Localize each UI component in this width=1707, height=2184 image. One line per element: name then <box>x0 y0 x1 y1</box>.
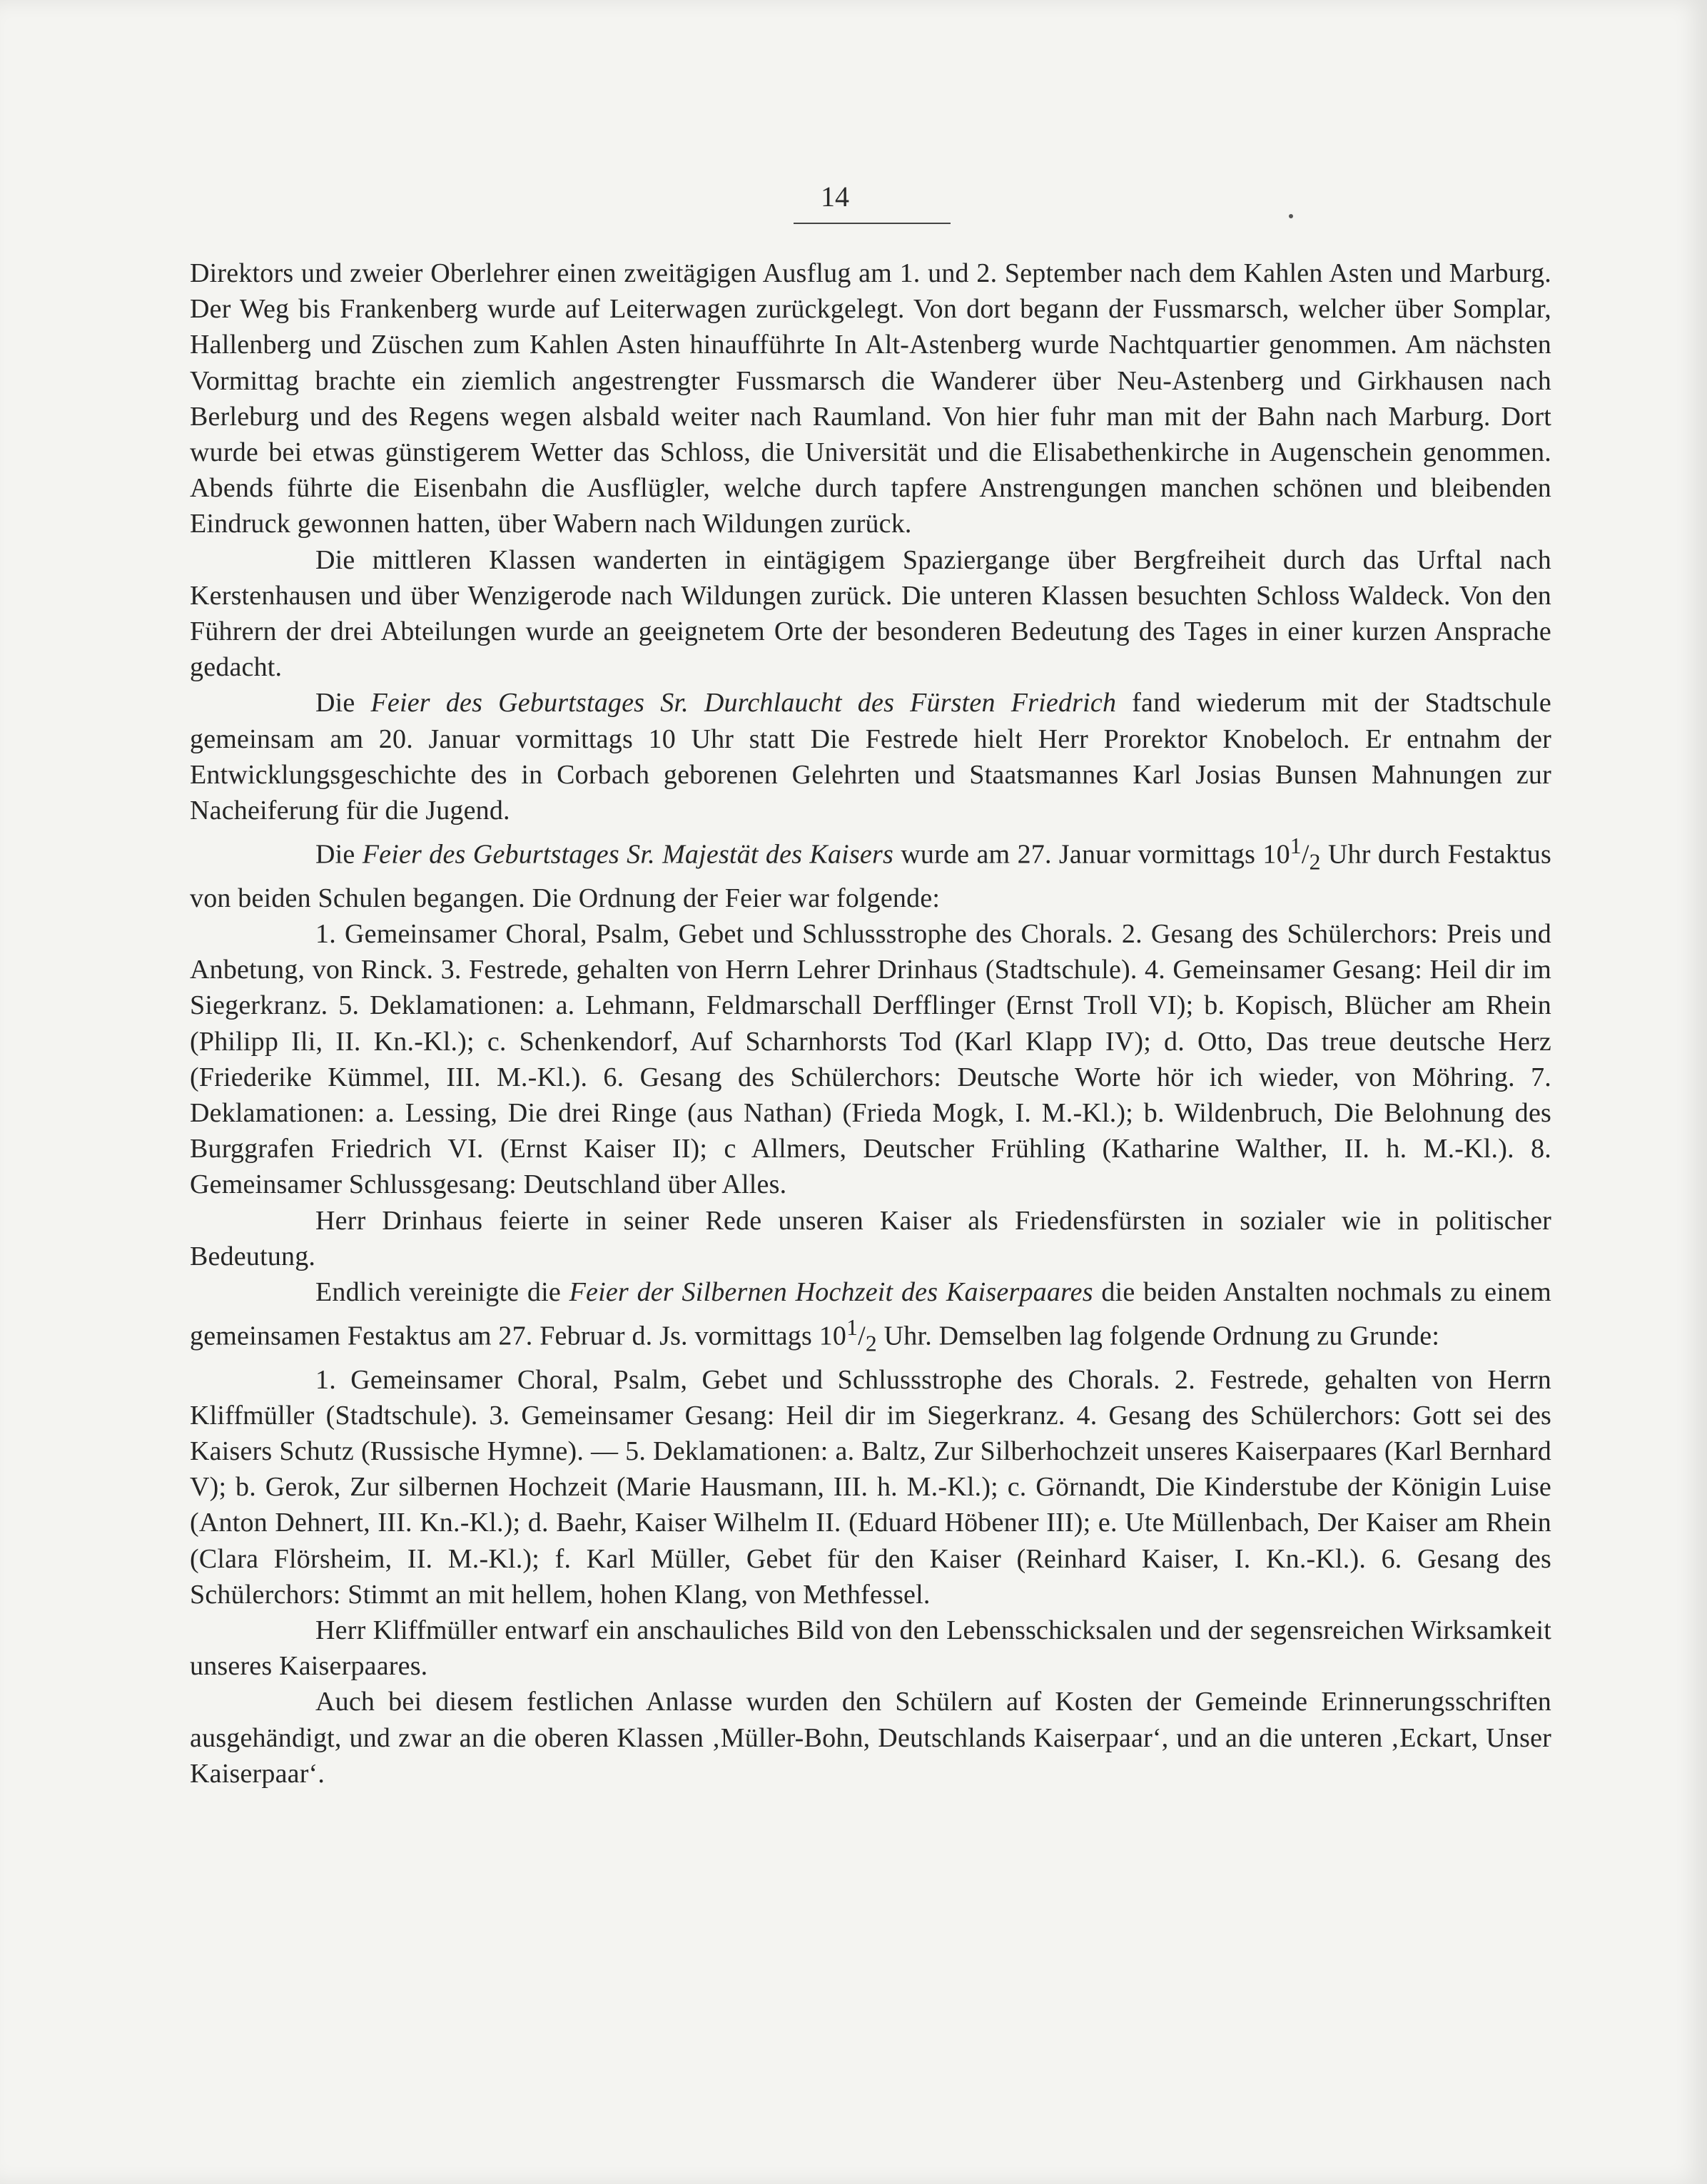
paragraph <box>190 1274 1551 1362</box>
paragraph <box>190 916 1551 1203</box>
text-run: 1. Gemeinsamer Choral, Psalm, Gebet und Schlussstrophe des Chorals. 2. Gesang des Schülerchors: Preis und Anbetung, von Rinck. 3. Festrede, gehalten von Herrn Lehrer Drinhaus (Stadtschule). 4. Gemeinsamer Gesang: Heil dir im Siegerkranz. 5. Deklamationen: a. Lehmann, Feldmarschall Derfflinger (Ernst Troll VI); b. Kopisch, Blücher am Rhein (Philipp Ili, II. Kn.-Kl.); c. Schenkendorf, Auf Scharnhorsts Tod (Karl Klapp IV); d. Otto, Das treue deutsche Herz (Friederike Kümmel, III. M.-Kl.). 6. Gesang des Schülerchors: Deutsche Worte hör ich wieder, von Möhring. 7. Deklamationen: a. Lessing, Die drei Ringe (aus Nathan) (Frieda Mogk, I. M.-Kl.); b. Wildenbruch, Die Belohnung des Burggrafen Friedrich VI. (Ernst Kaiser II); c Allmers, Deutscher Frühling (Katharine Walther, II. h. M.-Kl.). 8. Gemeinsamer Schlussgesang: Deutschland über Alles. <box>190 918 1551 1200</box>
text-run: Uhr durch Festaktus von beiden Schulen begangen. Die Ordnung der Feier war folgende: <box>190 839 1551 913</box>
text-run: Auch bei diesem festlichen Anlasse wurden den Schülern auf Kosten der Gemeinde Erinnerungsschriften ausgehändigt, und zwar an die oberen Klassen ‚Müller-Bohn, Deutschlands Kaiserpaar‘, und an die unteren ‚Eckart, Unser Kaiserpaar‘. <box>190 1687 1551 1789</box>
text-run: Die <box>315 839 363 870</box>
header-rule <box>794 223 951 224</box>
paragraph <box>190 1684 1551 1792</box>
paragraph <box>190 542 1551 686</box>
text-run: 1. Gemeinsamer Choral, Psalm, Gebet und Schlussstrophe des Chorals. 2. Festrede, gehalten von Herrn Kliffmüller (Stadtschule). 3. Gemeinsamer Gesang: Heil dir im Siegerkranz. 4. Gesang des Schülerchors: Gott sei des Kaisers Schutz (Russische Hymne). — 5. Deklamationen: a. Baltz, Zur Silberhochzeit unseres Kaiserpaares (Karl Bernhard V); b. Gerok, Zur silbernen Hochzeit (Marie Hausmann, III. h. M.-Kl.); c. Görnandt, Die Kinderstube der Königin Luise (Anton Dehnert, III. Kn.-Kl.); d. Baehr, Kaiser Wilhelm II. (Eduard Höbener III); e. Ute Müllenbach, Der Kaiser am Rhein (Clara Flörsheim, II. M.-Kl.); f. Karl Müller, Gebet für den Kaiser (Reinhard Kaiser, I. Kn.-Kl.). 6. Gesang des Schülerchors: Stimmt an mit hellem, hohen Klang, von Methfessel. <box>190 1364 1551 1610</box>
text-run: Endlich vereinigte die <box>315 1276 569 1307</box>
print-speck <box>1289 214 1293 218</box>
italic-title: Feier des Geburtstages Sr. Durchlaucht des Fürsten Friedrich <box>370 688 1117 718</box>
text-run: / <box>858 1321 866 1351</box>
paragraph <box>190 1612 1551 1684</box>
text-run: Herr Kliffmüller entwarf ein anschauliches Bild von den Lebensschicksalen und der segensreichen Wirksamkeit unseres Kaiserpaares. <box>190 1615 1551 1682</box>
fraction-denominator: 2 <box>1309 849 1321 875</box>
fraction-denominator: 2 <box>865 1331 877 1356</box>
paragraph <box>190 685 1551 828</box>
fraction-numerator: 1 <box>846 1315 858 1341</box>
text-run: / <box>1301 839 1310 870</box>
italic-title: Feier der Silbernen Hochzeit des Kaiserpaares <box>569 1276 1093 1307</box>
italic-title: Feier des Geburtstages Sr. Majestät des Kaisers <box>362 839 893 870</box>
text-run: wurde am 27. Januar vormittags 10 <box>893 839 1290 870</box>
text-run: die beiden Anstalten nochmals zu einem gemeinsamen Festaktus am 27. Februar d. Js. vormittags 10 <box>190 1276 1551 1351</box>
paragraph <box>190 828 1551 916</box>
text-run: Herr Drinhaus feierte in seiner Rede unseren Kaiser als Friedensfürsten in sozialer wie in politischer Bedeutung. <box>190 1205 1551 1271</box>
text-run: Uhr. Demselben lag folgende Ordnung zu Grunde: <box>876 1321 1440 1351</box>
body-text <box>190 255 1551 1792</box>
paragraph <box>190 255 1551 542</box>
text-run: Die mittleren Klassen wanderten in eintägigem Spaziergange über Bergfreiheit durch das Urftal nach Kerstenhausen und über Wenzigerode nach Wildungen zurück. Die unteren Klassen besuchten Schloss Waldeck. Von den Führern der drei Abteilungen wurde an geeignetem Orte der besonderen Bedeutung des Tages in einer kurzen Ansprache gedacht. <box>190 544 1551 683</box>
page-number: 14 <box>821 181 849 213</box>
text-run: Die <box>315 688 371 718</box>
paragraph <box>190 1203 1551 1274</box>
text-run: fand wiederum mit der Stadtschule gemeinsam am 20. Januar vormittags 10 Uhr statt Die Festrede hielt Herr Prorektor Knobeloch. Er entnahm der Entwicklungsgeschichte des in Corbach geborenen Gelehrten und Staatsmannes Karl Josias Bunsen Mahnungen zur Nacheiferung für die Jugend. <box>190 688 1551 826</box>
fraction-numerator: 1 <box>1290 833 1302 859</box>
paragraph <box>190 1362 1551 1612</box>
text-run: Direktors und zweier Oberlehrer einen zweitägigen Ausflug am 1. und 2. September nach dem Kahlen Asten und Marburg. Der Weg bis Frankenberg wurde auf Leiterwagen zurückgelegt. Von dort begann der Fussmarsch, welcher über Somplar, Hallenberg und Züschen zum Kahlen Asten hinaufführte In Alt-Astenberg wurde Nachtquartier genommen. Am nächsten Vormittag brachte ein ziemlich angestrengter Fussmarsch die Wanderer über Neu-Astenberg und Girkhausen nach Berleburg und des Regens wegen alsbald weiter nach Raumland. Von hier fuhr man mit der Bahn nach Marburg. Dort wurde bei etwas günstigerem Wetter das Schloss, die Universität und die Elisabethenkirche in Augenschein genommen. Abends führte die Eisenbahn die Ausflügler, welche durch tapfere Anstrengungen manchen schönen und bleibenden Eindruck gewonnen hatten, über Wabern nach Wildungen zurück. <box>190 258 1551 539</box>
